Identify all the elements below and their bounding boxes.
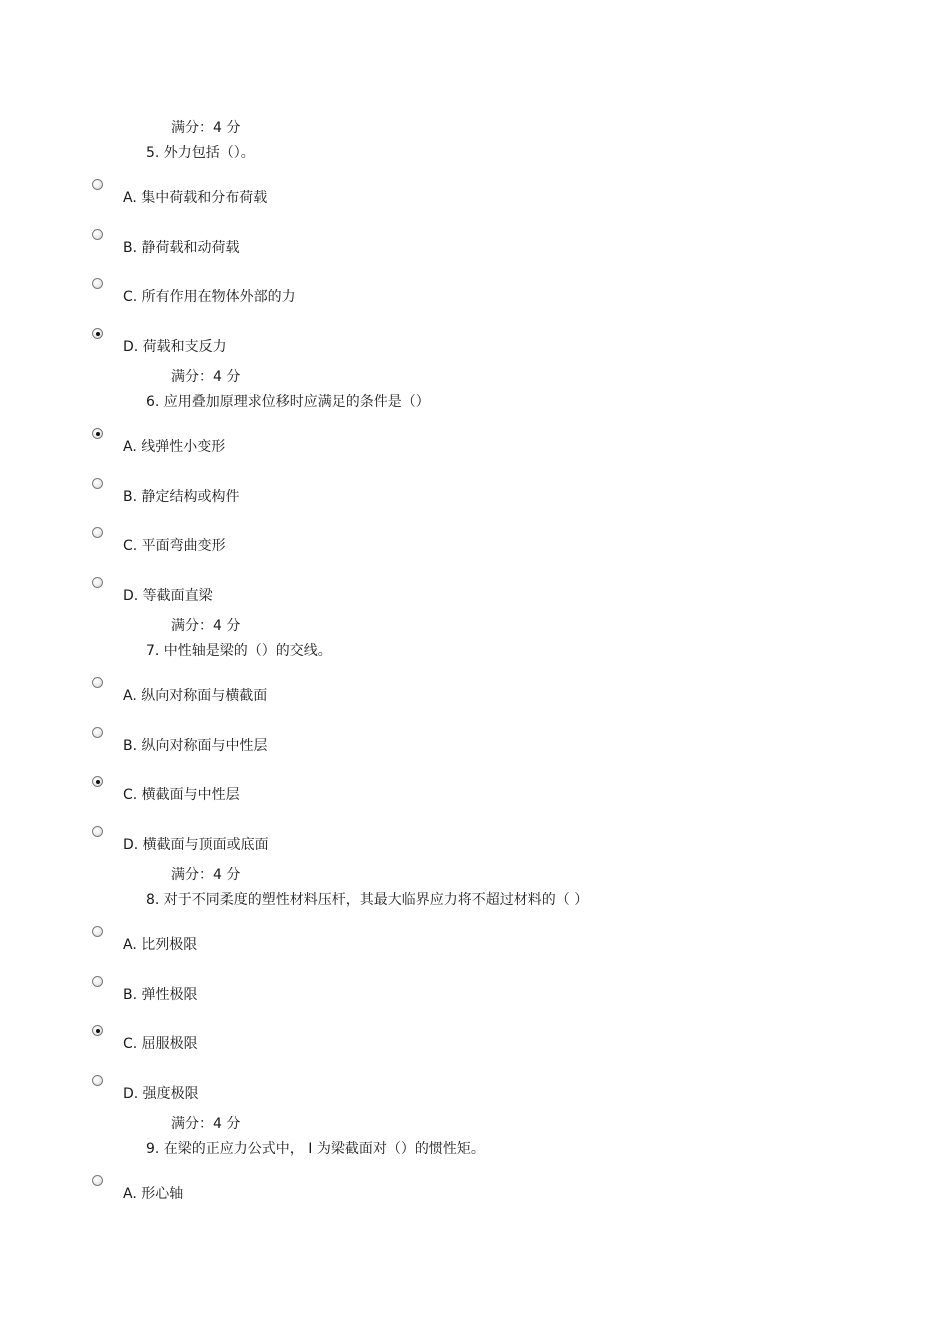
option-label-q7-d[interactable]: D. 横截面与顶面或底面 xyxy=(123,837,269,853)
radio-q8-b[interactable] xyxy=(92,976,103,987)
option-label-q5-a[interactable]: A. 集中荷载和分布荷载 xyxy=(123,190,268,206)
radio-q6-d[interactable] xyxy=(92,577,103,588)
score-label: 满分：4 分 xyxy=(171,120,241,136)
option-label-q8-b[interactable]: B. 弹性极限 xyxy=(123,987,198,1003)
option-label-q6-d[interactable]: D. 等截面直梁 xyxy=(123,588,213,604)
score-label: 满分：4 分 xyxy=(171,867,241,883)
option-label-q7-b[interactable]: B. 纵向对称面与中性层 xyxy=(123,738,268,754)
radio-q8-c[interactable] xyxy=(92,1025,103,1036)
option-label-q6-c[interactable]: C. 平面弯曲变形 xyxy=(123,538,226,554)
option-label-q7-c[interactable]: C. 横截面与中性层 xyxy=(123,787,240,803)
question-7-text: 7. 中性轴是梁的（）的交线。 xyxy=(146,643,332,659)
radio-q6-a[interactable] xyxy=(92,428,103,439)
question-6-text: 6. 应用叠加原理求位移时应满足的条件是（） xyxy=(146,394,430,410)
option-label-q5-b[interactable]: B. 静荷载和动荷载 xyxy=(123,240,240,256)
option-label-q8-c[interactable]: C. 屈服极限 xyxy=(123,1036,198,1052)
option-label-q6-a[interactable]: A. 线弹性小变形 xyxy=(123,439,226,455)
radio-q8-a[interactable] xyxy=(92,926,103,937)
question-8-text: 8. 对于不同柔度的塑性材料压杆，其最大临界应力将不超过材料的（ ） xyxy=(146,892,589,908)
radio-q6-b[interactable] xyxy=(92,478,103,489)
radio-q7-c[interactable] xyxy=(92,776,103,787)
option-label-q5-c[interactable]: C. 所有作用在物体外部的力 xyxy=(123,289,296,305)
radio-q6-c[interactable] xyxy=(92,527,103,538)
radio-q5-c[interactable] xyxy=(92,278,103,289)
option-label-q6-b[interactable]: B. 静定结构或构件 xyxy=(123,489,240,505)
radio-q7-d[interactable] xyxy=(92,826,103,837)
radio-q7-b[interactable] xyxy=(92,727,103,738)
radio-q5-a[interactable] xyxy=(92,179,103,190)
option-label-q9-a[interactable]: A. 形心轴 xyxy=(123,1186,184,1202)
score-label: 满分：4 分 xyxy=(171,369,241,385)
option-label-q8-a[interactable]: A. 比列极限 xyxy=(123,937,198,953)
question-9-text: 9. 在梁的正应力公式中， I 为梁截面对（）的惯性矩。 xyxy=(146,1141,485,1157)
option-label-q8-d[interactable]: D. 强度极限 xyxy=(123,1086,199,1102)
radio-q5-d[interactable] xyxy=(92,328,103,339)
score-label: 满分：4 分 xyxy=(171,1116,241,1132)
radio-q7-a[interactable] xyxy=(92,677,103,688)
radio-q8-d[interactable] xyxy=(92,1075,103,1086)
option-label-q7-a[interactable]: A. 纵向对称面与横截面 xyxy=(123,688,268,704)
option-label-q5-d[interactable]: D. 荷载和支反力 xyxy=(123,339,227,355)
question-5-text: 5. 外力包括（）。 xyxy=(146,145,255,161)
score-label: 满分：4 分 xyxy=(171,618,241,634)
radio-q5-b[interactable] xyxy=(92,229,103,240)
radio-q9-a[interactable] xyxy=(92,1175,103,1186)
